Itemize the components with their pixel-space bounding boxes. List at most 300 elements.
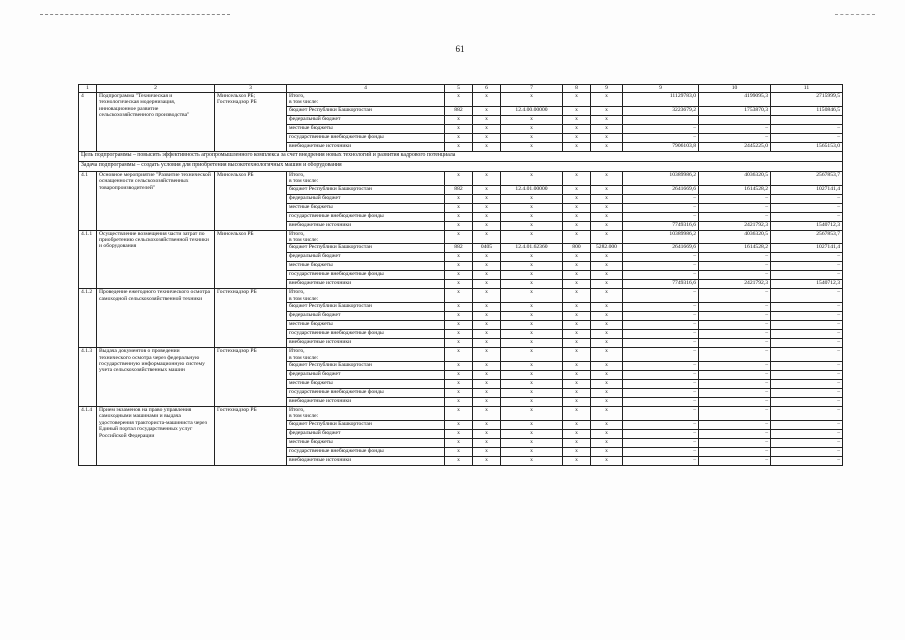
funding-source-cell: внебюджетные источники xyxy=(287,221,445,230)
amount-cell: – xyxy=(699,362,771,371)
code-cell: x xyxy=(591,312,623,321)
code-cell: x xyxy=(501,398,563,407)
funding-source-cell: государственные внебюджетные фонды xyxy=(287,212,445,221)
item-number-cell: 4.1.4 xyxy=(79,407,97,466)
code-cell: x xyxy=(473,203,501,212)
funding-source-cell: федеральный бюджет xyxy=(287,253,445,262)
code-cell: x xyxy=(563,203,591,212)
amount-cell: 1753870,3 xyxy=(699,106,771,115)
amount-cell: – xyxy=(771,194,843,203)
column-number-cell: 11 xyxy=(771,85,843,93)
code-cell: x xyxy=(445,271,473,280)
amount-cell: – xyxy=(699,271,771,280)
subprogram-task: Задача подпрограммы – создать условия для приобретения высокотехнологичных машин и оборудования xyxy=(79,161,843,171)
code-cell: x xyxy=(563,253,591,262)
code-cell: x xyxy=(473,429,501,438)
amount-cell: – xyxy=(623,362,699,371)
amount-cell: – xyxy=(623,398,699,407)
subprogram-goal: Цель подпрограммы – повысить эффективность агропромышленного комплекса за счет внедрения новых технологий и развития кадрового потенциала xyxy=(79,151,843,161)
amount-cell: – xyxy=(699,312,771,321)
code-cell: x xyxy=(501,456,563,465)
code-cell: x xyxy=(501,348,563,362)
code-cell: x xyxy=(591,447,623,456)
amount-cell: 1027141,4 xyxy=(771,244,843,253)
code-cell: x xyxy=(563,429,591,438)
code-cell: x xyxy=(473,438,501,447)
amount-cell: – xyxy=(623,389,699,398)
funding-source-cell: бюджет Республики Башкортостан xyxy=(287,185,445,194)
code-cell: x xyxy=(563,312,591,321)
code-cell: x xyxy=(501,262,563,271)
amount-cell: 4036320,5 xyxy=(699,171,771,185)
code-cell: x xyxy=(591,280,623,289)
code-cell: x xyxy=(501,330,563,339)
amount-cell: – xyxy=(699,420,771,429)
code-cell: x xyxy=(563,447,591,456)
amount-cell: – xyxy=(623,339,699,348)
code-cell: x xyxy=(591,362,623,371)
code-cell: x xyxy=(501,203,563,212)
item-number-cell: 4 xyxy=(79,93,97,152)
amount-cell: – xyxy=(771,312,843,321)
code-cell: x xyxy=(501,380,563,389)
subprogram-goal-row xyxy=(79,151,843,161)
amount-cell: – xyxy=(771,447,843,456)
code-cell: x xyxy=(501,280,563,289)
funding-source-cell: государственные внебюджетные фонды xyxy=(287,133,445,142)
code-cell: 12.4.01.62360 xyxy=(501,244,563,253)
code-cell: x xyxy=(563,407,591,421)
code-cell: x xyxy=(473,194,501,203)
amount-cell: – xyxy=(623,203,699,212)
amount-cell: – xyxy=(699,330,771,339)
funding-source-cell: местные бюджеты xyxy=(287,438,445,447)
table-row xyxy=(79,348,843,362)
column-number-cell: 7 xyxy=(501,85,563,93)
column-number-cell: 6 xyxy=(473,85,501,93)
scan-artifact-line xyxy=(40,14,230,15)
executor-cell: Гостехнадзор РБ xyxy=(215,348,287,407)
code-cell: x xyxy=(501,230,563,244)
code-cell: x xyxy=(563,133,591,142)
executor-cell: Минсельхоз РБ xyxy=(215,171,287,230)
amount-cell: 2567853,7 xyxy=(771,171,843,185)
code-cell: x xyxy=(591,194,623,203)
code-cell: x xyxy=(501,429,563,438)
code-cell: x xyxy=(445,348,473,362)
code-cell: x xyxy=(501,312,563,321)
code-cell: x xyxy=(501,289,563,303)
code-cell: x xyxy=(445,221,473,230)
code-cell: x xyxy=(445,456,473,465)
funding-source-cell: федеральный бюджет xyxy=(287,429,445,438)
code-cell: x xyxy=(473,124,501,133)
amount-cell: – xyxy=(699,389,771,398)
code-cell: x xyxy=(563,230,591,244)
code-cell: x xyxy=(591,456,623,465)
code-cell: 12.4.00.00000 xyxy=(501,106,563,115)
amount-cell: 7749316,6 xyxy=(623,221,699,230)
code-cell: x xyxy=(501,303,563,312)
code-cell: x xyxy=(445,280,473,289)
item-name-cell: Выдача документов о проведении технического осмотра через федеральную государственную информационную систему учета сельскохозяйственных машин xyxy=(97,348,215,407)
code-cell: x xyxy=(445,115,473,124)
amount-cell: – xyxy=(699,456,771,465)
code-cell: x xyxy=(591,253,623,262)
amount-cell: – xyxy=(623,371,699,380)
amount-cell: – xyxy=(699,194,771,203)
code-cell: x xyxy=(591,407,623,421)
funding-source-cell: бюджет Республики Башкортостан xyxy=(287,106,445,115)
code-cell: x xyxy=(473,221,501,230)
amount-cell: – xyxy=(699,429,771,438)
code-cell: x xyxy=(445,253,473,262)
code-cell: x xyxy=(591,289,623,303)
funding-source-cell: внебюджетные источники xyxy=(287,456,445,465)
funding-source-cell: федеральный бюджет xyxy=(287,371,445,380)
amount-cell: 1614528,2 xyxy=(699,244,771,253)
column-number-cell: 1 xyxy=(79,85,97,93)
code-cell: x xyxy=(473,321,501,330)
code-cell: x xyxy=(473,106,501,115)
amount-cell: – xyxy=(699,289,771,303)
code-cell: x xyxy=(445,407,473,421)
code-cell: x xyxy=(473,289,501,303)
code-cell: x xyxy=(501,142,563,151)
code-cell: x xyxy=(591,203,623,212)
funding-source-cell: федеральный бюджет xyxy=(287,194,445,203)
code-cell: 882 xyxy=(445,244,473,253)
item-name-cell: Основное мероприятие "Развитие технической оснащенности сельскохозяйственных товаропроизводителей" xyxy=(97,171,215,230)
amount-cell xyxy=(771,115,843,124)
amount-cell: – xyxy=(623,447,699,456)
item-name-cell: Проведение ежегодного технического осмотра самоходной сельскохозяйственной техники xyxy=(97,289,215,348)
code-cell: x xyxy=(501,115,563,124)
code-cell: x xyxy=(445,330,473,339)
funding-source-cell: Итого, в том числе: xyxy=(287,171,445,185)
amount-cell: 7749316,6 xyxy=(623,280,699,289)
funding-source-cell: местные бюджеты xyxy=(287,124,445,133)
column-number-cell: 2 xyxy=(97,85,215,93)
code-cell: x xyxy=(591,321,623,330)
amount-cell: – xyxy=(771,407,843,421)
amount-cell: – xyxy=(699,124,771,133)
amount-cell: – xyxy=(623,194,699,203)
code-cell: x xyxy=(445,312,473,321)
code-cell: x xyxy=(473,271,501,280)
item-name-cell: Осуществление возмещения части затрат по приобретению сельскохозяйственной техники и оборудования xyxy=(97,230,215,289)
funding-source-cell: Итого, в том числе: xyxy=(287,348,445,362)
code-cell: x xyxy=(563,438,591,447)
code-cell: x xyxy=(563,330,591,339)
code-cell: x xyxy=(563,194,591,203)
column-number-cell: 9 xyxy=(623,85,699,93)
amount-cell: – xyxy=(699,438,771,447)
code-cell: x xyxy=(591,106,623,115)
amount-cell: – xyxy=(771,212,843,221)
funding-source-cell: внебюджетные источники xyxy=(287,142,445,151)
amount-cell: – xyxy=(623,312,699,321)
code-cell: x xyxy=(591,339,623,348)
amount-cell: 2715999,5 xyxy=(771,93,843,107)
amount-cell: – xyxy=(771,438,843,447)
funding-source-cell: Итого, в том числе: xyxy=(287,230,445,244)
code-cell: x xyxy=(501,93,563,107)
amount-cell: – xyxy=(771,262,843,271)
funding-source-cell: Итого, в том числе: xyxy=(287,289,445,303)
code-cell: x xyxy=(591,330,623,339)
item-number-cell: 4.1 xyxy=(79,171,97,230)
amount-cell: – xyxy=(623,133,699,142)
code-cell: x xyxy=(501,339,563,348)
amount-cell: 1565153,0 xyxy=(771,142,843,151)
amount-cell: – xyxy=(699,212,771,221)
amount-cell: – xyxy=(771,253,843,262)
amount-cell: – xyxy=(623,456,699,465)
code-cell: x xyxy=(473,398,501,407)
code-cell: x xyxy=(591,230,623,244)
amount-cell: – xyxy=(771,203,843,212)
amount-cell: – xyxy=(623,289,699,303)
amount-cell: – xyxy=(623,212,699,221)
item-number-cell: 4.1.3 xyxy=(79,348,97,407)
amount-cell: 1150846,5 xyxy=(771,106,843,115)
code-cell: x xyxy=(501,447,563,456)
amount-cell: – xyxy=(699,253,771,262)
item-number-cell: 4.1.1 xyxy=(79,230,97,289)
code-cell: x xyxy=(501,389,563,398)
code-cell: x xyxy=(591,303,623,312)
code-cell: x xyxy=(501,362,563,371)
amount-cell: – xyxy=(771,429,843,438)
amount-cell: 11129783,0 xyxy=(623,93,699,107)
code-cell: x xyxy=(563,339,591,348)
code-cell: x xyxy=(591,429,623,438)
code-cell: x xyxy=(501,321,563,330)
table-row xyxy=(79,407,843,421)
code-cell: x xyxy=(445,438,473,447)
amount-cell: 10389986,2 xyxy=(623,171,699,185)
amount-cell: – xyxy=(623,380,699,389)
amount-cell: – xyxy=(623,348,699,362)
code-cell: 882 xyxy=(445,185,473,194)
code-cell: x xyxy=(563,398,591,407)
amount-cell: – xyxy=(771,420,843,429)
code-cell: x xyxy=(591,438,623,447)
program-funding-table xyxy=(78,84,843,466)
amount-cell: – xyxy=(699,303,771,312)
amount-cell: 2445225,0 xyxy=(699,142,771,151)
column-number-cell: 8 xyxy=(563,85,591,93)
code-cell: x xyxy=(445,389,473,398)
code-cell: x xyxy=(563,185,591,194)
code-cell: x xyxy=(445,194,473,203)
code-cell: x xyxy=(591,389,623,398)
amount-cell: 2641669,6 xyxy=(623,244,699,253)
code-cell: x xyxy=(445,429,473,438)
funding-source-cell: местные бюджеты xyxy=(287,203,445,212)
code-cell: x xyxy=(445,133,473,142)
amount-cell: – xyxy=(771,398,843,407)
code-cell: x xyxy=(501,221,563,230)
code-cell: x xyxy=(445,362,473,371)
code-cell: x xyxy=(473,93,501,107)
code-cell: x xyxy=(563,271,591,280)
amount-cell: – xyxy=(623,429,699,438)
code-cell: x xyxy=(445,262,473,271)
amount-cell: – xyxy=(771,303,843,312)
code-cell: x xyxy=(563,362,591,371)
code-cell: x xyxy=(591,271,623,280)
code-cell: x xyxy=(445,93,473,107)
code-cell: x xyxy=(563,115,591,124)
code-cell: x xyxy=(445,339,473,348)
funding-source-cell: бюджет Республики Башкортостан xyxy=(287,362,445,371)
code-cell: x xyxy=(501,420,563,429)
amount-cell: – xyxy=(771,124,843,133)
code-cell: x xyxy=(473,303,501,312)
code-cell: x xyxy=(563,380,591,389)
amount-cell: – xyxy=(771,289,843,303)
code-cell: x xyxy=(563,221,591,230)
code-cell: x xyxy=(563,420,591,429)
amount-cell: – xyxy=(699,371,771,380)
code-cell: x xyxy=(501,407,563,421)
amount-cell: – xyxy=(623,124,699,133)
funding-source-cell: внебюджетные источники xyxy=(287,339,445,348)
code-cell: x xyxy=(445,447,473,456)
code-cell: x xyxy=(501,133,563,142)
amount-cell xyxy=(699,115,771,124)
amount-cell: 1540712,3 xyxy=(771,280,843,289)
code-cell: 882 xyxy=(445,106,473,115)
code-cell: x xyxy=(563,371,591,380)
funding-source-cell: внебюджетные источники xyxy=(287,280,445,289)
amount-cell: 10389986,2 xyxy=(623,230,699,244)
code-cell: x xyxy=(591,262,623,271)
code-cell: x xyxy=(473,380,501,389)
code-cell: x xyxy=(473,230,501,244)
code-cell: x xyxy=(591,93,623,107)
code-cell: x xyxy=(445,321,473,330)
code-cell: x xyxy=(563,124,591,133)
amount-cell: – xyxy=(699,398,771,407)
code-cell: x xyxy=(445,142,473,151)
table-row xyxy=(79,93,843,107)
code-cell: x xyxy=(445,380,473,389)
table-row xyxy=(79,230,843,244)
amount-cell: 3223679,2 xyxy=(623,106,699,115)
code-cell: x xyxy=(473,185,501,194)
code-cell: x xyxy=(591,420,623,429)
code-cell: x xyxy=(591,348,623,362)
code-cell: x xyxy=(591,221,623,230)
code-cell: x xyxy=(501,124,563,133)
funding-source-cell: государственные внебюджетные фонды xyxy=(287,271,445,280)
code-cell: x xyxy=(591,185,623,194)
code-cell: x xyxy=(501,271,563,280)
column-number-cell: 4 xyxy=(287,85,445,93)
code-cell: x xyxy=(473,362,501,371)
amount-cell: – xyxy=(699,339,771,348)
amount-cell: – xyxy=(771,348,843,362)
code-cell: x xyxy=(473,348,501,362)
amount-cell: – xyxy=(623,262,699,271)
amount-cell: – xyxy=(771,371,843,380)
amount-cell: – xyxy=(771,133,843,142)
amount-cell: – xyxy=(699,407,771,421)
executor-cell: Минсельхоз РБ xyxy=(215,230,287,289)
funding-source-cell: местные бюджеты xyxy=(287,262,445,271)
code-cell: x xyxy=(473,212,501,221)
code-cell: x xyxy=(563,389,591,398)
amount-cell: 4199095,3 xyxy=(699,93,771,107)
code-cell: x xyxy=(591,371,623,380)
column-number-cell: 9 xyxy=(591,85,623,93)
item-name-cell: Подпрограмма "Техническая и технологическая модернизация, инновационное развитие сельскохозяйственного производства" xyxy=(97,93,215,152)
code-cell: x xyxy=(591,133,623,142)
code-cell: x xyxy=(473,330,501,339)
table-row xyxy=(79,171,843,185)
code-cell: x xyxy=(473,389,501,398)
code-cell: 800 xyxy=(563,244,591,253)
code-cell: x xyxy=(591,212,623,221)
amount-cell: – xyxy=(623,303,699,312)
code-cell: x xyxy=(473,447,501,456)
code-cell: x xyxy=(445,289,473,303)
amount-cell: – xyxy=(623,271,699,280)
code-cell: x xyxy=(473,280,501,289)
code-cell: x xyxy=(563,212,591,221)
code-cell: x xyxy=(563,321,591,330)
amount-cell: – xyxy=(771,362,843,371)
code-cell: x xyxy=(501,253,563,262)
amount-cell: – xyxy=(771,271,843,280)
code-cell: x xyxy=(445,420,473,429)
code-cell: x xyxy=(501,371,563,380)
executor-cell: Гостехнадзор РБ xyxy=(215,289,287,348)
funding-source-cell: государственные внебюджетные фонды xyxy=(287,330,445,339)
code-cell: x xyxy=(445,303,473,312)
code-cell: x xyxy=(563,171,591,185)
amount-cell: – xyxy=(771,339,843,348)
code-cell: x xyxy=(473,407,501,421)
amount-cell: – xyxy=(699,203,771,212)
code-cell: x xyxy=(445,398,473,407)
amount-cell: – xyxy=(623,330,699,339)
amount-cell: 2421792,3 xyxy=(699,221,771,230)
amount-cell: 7906103,8 xyxy=(623,142,699,151)
code-cell: x xyxy=(473,456,501,465)
page-number: 61 xyxy=(455,44,465,54)
code-cell: 12.4.01.00000 xyxy=(501,185,563,194)
code-cell: 0405 xyxy=(473,244,501,253)
amount-cell: – xyxy=(623,420,699,429)
code-cell: x xyxy=(473,171,501,185)
code-cell: x xyxy=(563,93,591,107)
amount-cell: – xyxy=(699,321,771,330)
amount-cell: 1027141,4 xyxy=(771,185,843,194)
funding-source-cell: Итого, в том числе: xyxy=(287,93,445,107)
code-cell: x xyxy=(563,303,591,312)
executor-cell: Минсельхоз РБ; Гостехнадзор РБ xyxy=(215,93,287,152)
scan-artifact-line xyxy=(835,14,875,15)
code-cell: x xyxy=(563,280,591,289)
code-cell: x xyxy=(445,230,473,244)
funding-source-cell: бюджет Республики Башкортостан xyxy=(287,244,445,253)
amount-cell: – xyxy=(771,456,843,465)
code-cell: x xyxy=(563,106,591,115)
